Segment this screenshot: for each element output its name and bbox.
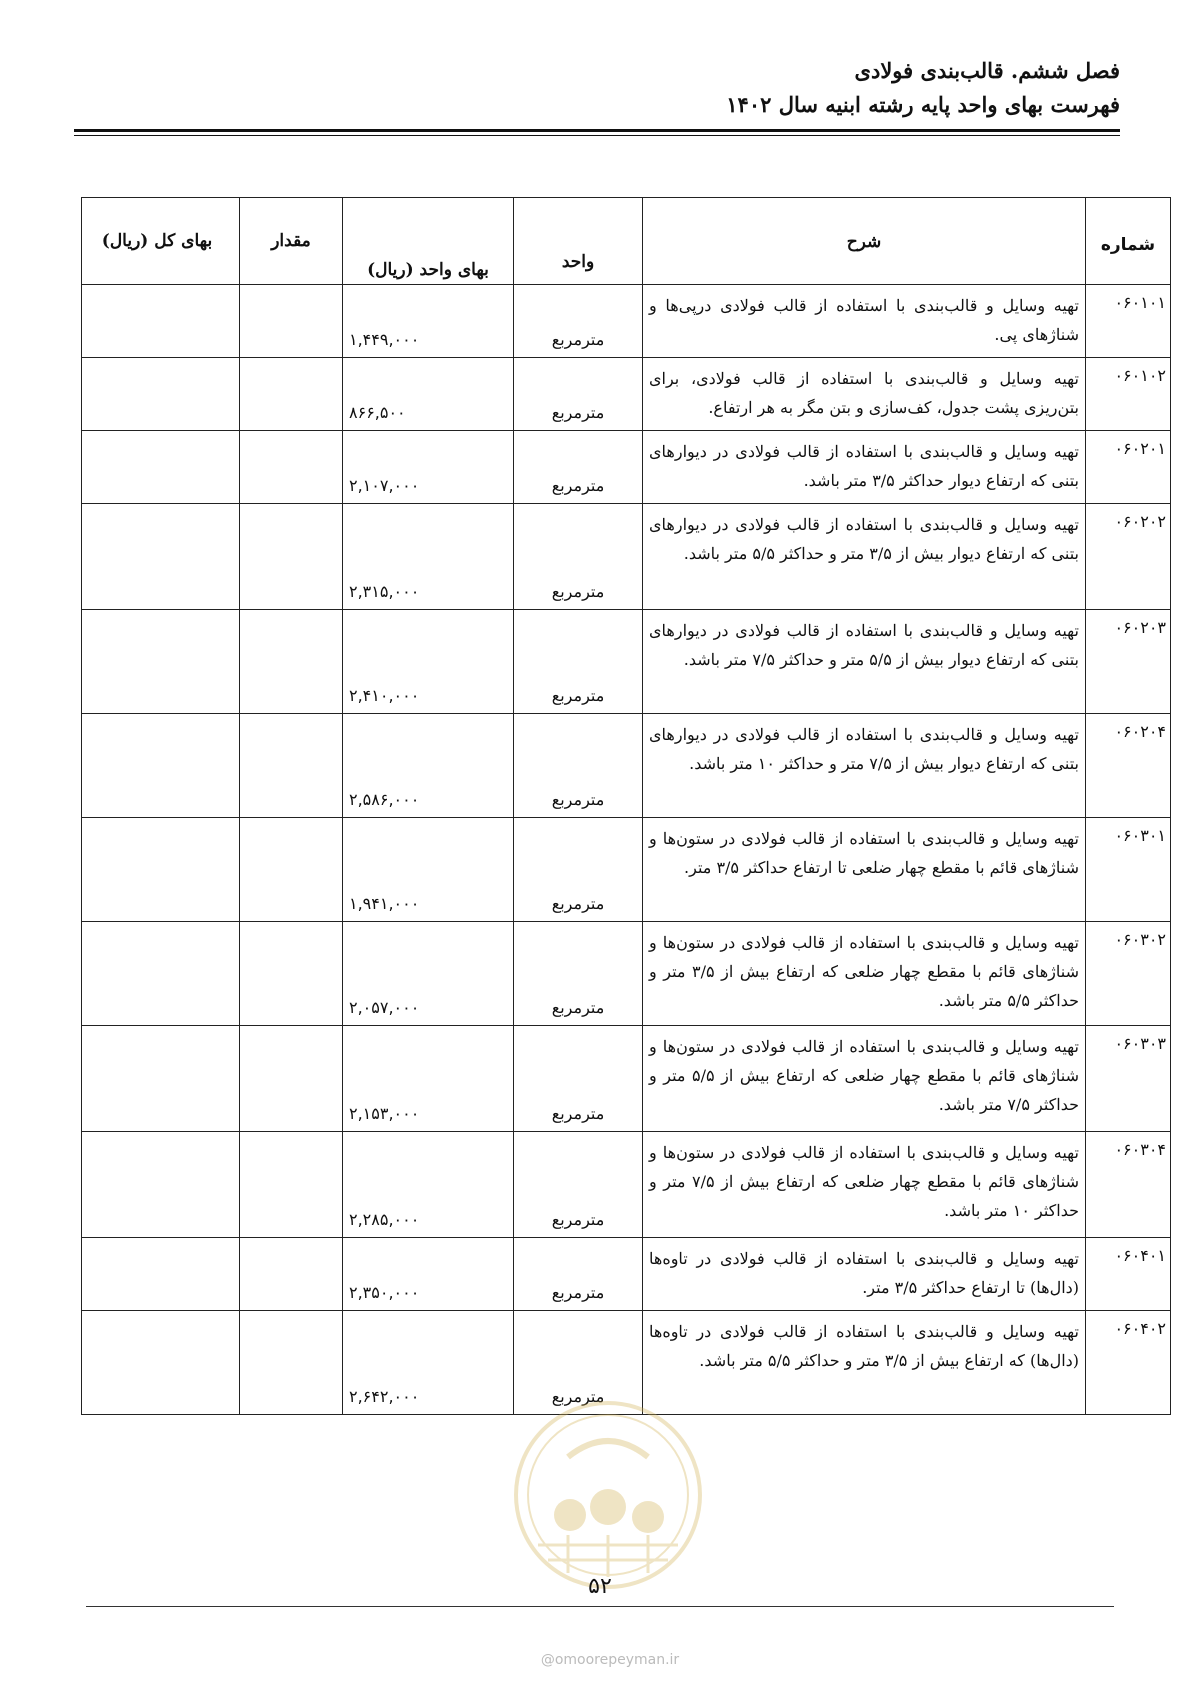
- item-quantity: [240, 1311, 343, 1415]
- item-code: ۰۶۰۲۰۲: [1086, 504, 1171, 610]
- footer-rule: [86, 1606, 1114, 1607]
- item-total-price: [82, 818, 240, 922]
- item-quantity: [240, 1238, 343, 1311]
- page-header: [80, 56, 1120, 120]
- item-total-price: [82, 1311, 240, 1415]
- item-code: ۰۶۰۳۰۳: [1086, 1026, 1171, 1132]
- table-row: [82, 504, 1171, 610]
- table-header-row: [82, 198, 1171, 285]
- seal-logo-icon: [508, 1395, 708, 1595]
- item-unit-price: ۲,۱۵۳,۰۰۰: [343, 1026, 514, 1132]
- item-total-price: [82, 922, 240, 1026]
- item-description: تهیه وسایل و قالب‌بندی با استفاده از قالب فولادی درپی‌ها و شناژهای پی.: [643, 285, 1086, 358]
- column-header-code: شماره: [1086, 198, 1171, 285]
- item-code: ۰۶۰۱۰۱: [1086, 285, 1171, 358]
- table-row: [82, 610, 1171, 714]
- chapter-title: فصل ششم. قالب‌بندی فولادی: [854, 58, 1120, 83]
- price-list-title: فهرست بهای واحد پایه رشته ابنیه سال ۱۴۰۲: [726, 92, 1120, 117]
- item-quantity: [240, 1026, 343, 1132]
- item-description: تهیه وسایل و قالب‌بندی با استفاده از قالب فولادی در ستون‌ها و شناژهای قائم با مقطع چهار ضلعی که ارتفاع بیش از ۵/۵ متر و حداکثر ۷/۵ متر باشد.: [643, 1026, 1086, 1132]
- item-total-price: [82, 610, 240, 714]
- price-table: [81, 197, 1171, 1415]
- item-unit-price: ۲,۵۸۶,۰۰۰: [343, 714, 514, 818]
- page-number: ۵۲: [588, 1574, 612, 1599]
- item-quantity: [240, 358, 343, 431]
- item-total-price: [82, 1132, 240, 1238]
- item-description: تهیه وسایل و قالب‌بندی با استفاده از قالب فولادی در تاوه‌ها (دال‌ها) که ارتفاع بیش از ۳/۵ متر و حداکثر ۵/۵ متر باشد.: [643, 1311, 1086, 1415]
- item-description: تهیه وسایل و قالب‌بندی با استفاده از قالب فولادی در دیوارهای بتنی که ارتفاع دیوار بیش از ۷/۵ متر و حداکثر ۱۰ متر باشد.: [643, 714, 1086, 818]
- item-total-price: [82, 285, 240, 358]
- table-row: [82, 1026, 1171, 1132]
- header-rule-thick: [74, 129, 1120, 132]
- item-description: تهیه وسایل و قالب‌بندی با استفاده از قالب فولادی در تاوه‌ها (دال‌ها) تا ارتفاع حداکثر ۳/۵ متر.: [643, 1238, 1086, 1311]
- item-code: ۰۶۰۴۰۲: [1086, 1311, 1171, 1415]
- item-code: ۰۶۰۱۰۲: [1086, 358, 1171, 431]
- item-description: تهیه وسایل و قالب‌بندی با استفاده از قالب فولادی در دیوارهای بتنی که ارتفاع دیوار حداکثر ۳/۵ متر باشد.: [643, 431, 1086, 504]
- item-quantity: [240, 504, 343, 610]
- table-row: [82, 1132, 1171, 1238]
- table-row: [82, 818, 1171, 922]
- item-quantity: [240, 714, 343, 818]
- table-body: [82, 285, 1171, 1415]
- table-row: [82, 1238, 1171, 1311]
- item-unit: مترمربع: [514, 610, 643, 714]
- item-description: تهیه وسایل و قالب‌بندی با استفاده از قالب فولادی، برای بتن‌ریزی پشت جدول، کف‌سازی و بتن مگر به هر ارتفاع.: [643, 358, 1086, 431]
- item-description: تهیه وسایل و قالب‌بندی با استفاده از قالب فولادی در دیوارهای بتنی که ارتفاع دیوار بیش از ۳/۵ متر و حداکثر ۵/۵ متر باشد.: [643, 504, 1086, 610]
- table-row: [82, 358, 1171, 431]
- table-row: [82, 285, 1171, 358]
- item-quantity: [240, 610, 343, 714]
- header-rule-thin: [74, 135, 1120, 136]
- item-unit: مترمربع: [514, 431, 643, 504]
- table-row: [82, 431, 1171, 504]
- item-description: تهیه وسایل و قالب‌بندی با استفاده از قالب فولادی در ستون‌ها و شناژهای قائم با مقطع چهار ضلعی که ارتفاع بیش از ۷/۵ متر و حداکثر ۱۰ متر باشد.: [643, 1132, 1086, 1238]
- item-unit: مترمربع: [514, 714, 643, 818]
- item-unit-price: ۲,۲۸۵,۰۰۰: [343, 1132, 514, 1238]
- item-unit: مترمربع: [514, 1238, 643, 1311]
- column-header-unit-price: بهای واحد (ریال): [343, 198, 514, 285]
- item-unit-price: ۲,۳۵۰,۰۰۰: [343, 1238, 514, 1311]
- item-code: ۰۶۰۳۰۴: [1086, 1132, 1171, 1238]
- item-unit-price: ۲,۴۱۰,۰۰۰: [343, 610, 514, 714]
- item-unit: مترمربع: [514, 504, 643, 610]
- item-description: تهیه وسایل و قالب‌بندی با استفاده از قالب فولادی در دیوارهای بتنی که ارتفاع دیوار بیش از ۵/۵ متر و حداکثر ۷/۵ متر باشد.: [643, 610, 1086, 714]
- item-code: ۰۶۰۲۰۳: [1086, 610, 1171, 714]
- table-row: [82, 922, 1171, 1026]
- item-quantity: [240, 431, 343, 504]
- item-unit: مترمربع: [514, 285, 643, 358]
- column-header-total-price: بهای کل (ریال): [82, 198, 240, 285]
- table-row: [82, 714, 1171, 818]
- item-total-price: [82, 1026, 240, 1132]
- item-unit: مترمربع: [514, 1311, 643, 1415]
- item-total-price: [82, 504, 240, 610]
- item-unit-price: ۱,۴۴۹,۰۰۰: [343, 285, 514, 358]
- item-unit: مترمربع: [514, 1026, 643, 1132]
- item-total-price: [82, 714, 240, 818]
- item-unit: مترمربع: [514, 922, 643, 1026]
- site-url-watermark: @omoorepeyman.ir: [540, 1652, 680, 1668]
- item-unit-price: ۲,۰۵۷,۰۰۰: [343, 922, 514, 1026]
- item-unit: مترمربع: [514, 358, 643, 431]
- item-quantity: [240, 285, 343, 358]
- item-quantity: [240, 1132, 343, 1238]
- item-total-price: [82, 431, 240, 504]
- item-code: ۰۶۰۲۰۱: [1086, 431, 1171, 504]
- item-quantity: [240, 818, 343, 922]
- item-description: تهیه وسایل و قالب‌بندی با استفاده از قالب فولادی در ستون‌ها و شناژهای قائم با مقطع چهار ضلعی که ارتفاع بیش از ۳/۵ متر و حداکثر ۵/۵ متر باشد.: [643, 922, 1086, 1026]
- item-code: ۰۶۰۲۰۴: [1086, 714, 1171, 818]
- item-total-price: [82, 358, 240, 431]
- item-quantity: [240, 922, 343, 1026]
- column-header-description: شرح: [643, 198, 1086, 285]
- item-unit-price: ۸۶۶,۵۰۰: [343, 358, 514, 431]
- item-unit: مترمربع: [514, 1132, 643, 1238]
- column-header-quantity: مقدار: [240, 198, 343, 285]
- item-unit: مترمربع: [514, 818, 643, 922]
- item-code: ۰۶۰۳۰۱: [1086, 818, 1171, 922]
- item-unit-price: ۲,۳۱۵,۰۰۰: [343, 504, 514, 610]
- item-description: تهیه وسایل و قالب‌بندی با استفاده از قالب فولادی در ستون‌ها و شناژهای قائم با مقطع چهار ضلعی تا ارتفاع حداکثر ۳/۵ متر.: [643, 818, 1086, 922]
- item-unit-price: ۲,۱۰۷,۰۰۰: [343, 431, 514, 504]
- column-header-unit: واحد: [514, 198, 643, 285]
- item-code: ۰۶۰۳۰۲: [1086, 922, 1171, 1026]
- item-unit-price: ۲,۶۴۲,۰۰۰: [343, 1311, 514, 1415]
- item-code: ۰۶۰۴۰۱: [1086, 1238, 1171, 1311]
- item-total-price: [82, 1238, 240, 1311]
- item-unit-price: ۱,۹۴۱,۰۰۰: [343, 818, 514, 922]
